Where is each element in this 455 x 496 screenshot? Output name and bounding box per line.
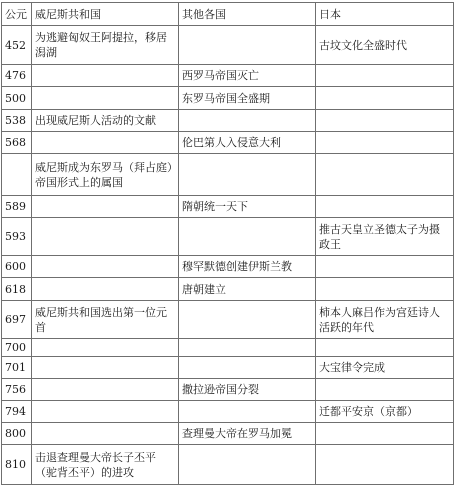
cell-venice — [32, 401, 179, 423]
cell-japan: 推古天皇立圣德太子为摄政王 — [316, 218, 454, 256]
cell-venice: 出现威尼斯人活动的文献 — [32, 110, 179, 132]
cell-venice — [32, 357, 179, 379]
cell-venice: 威尼斯共和国选出第一位元首 — [32, 301, 179, 339]
table-header — [2, 3, 454, 26]
header-other-countries: 其他各国 — [179, 3, 316, 26]
cell-other-countries — [179, 26, 316, 65]
cell-year — [2, 154, 32, 196]
cell-year: 600 — [2, 256, 32, 278]
table-row — [2, 26, 454, 65]
cell-year: 589 — [2, 196, 32, 218]
cell-year: 701 — [2, 357, 32, 379]
cell-year: 794 — [2, 401, 32, 423]
cell-year: 800 — [2, 423, 32, 445]
table-row — [2, 278, 454, 301]
table-row — [2, 87, 454, 110]
table-row — [2, 132, 454, 154]
table-body — [2, 26, 454, 485]
cell-other-countries — [179, 401, 316, 423]
cell-other-countries — [179, 301, 316, 339]
cell-japan — [316, 445, 454, 485]
cell-other-countries: 撒拉逊帝国分裂 — [179, 379, 316, 401]
table-row — [2, 401, 454, 423]
header-venice: 威尼斯共和国 — [32, 3, 179, 26]
cell-other-countries — [179, 357, 316, 379]
header-row — [2, 3, 454, 26]
cell-year: 700 — [2, 339, 32, 357]
cell-venice — [32, 87, 179, 110]
header-year: 公元 — [2, 3, 32, 26]
cell-venice — [32, 196, 179, 218]
cell-japan — [316, 196, 454, 218]
cell-other-countries: 隋朝统一天下 — [179, 196, 316, 218]
cell-japan — [316, 339, 454, 357]
cell-japan: 迁都平安京（京都） — [316, 401, 454, 423]
cell-venice — [32, 218, 179, 256]
cell-other-countries — [179, 445, 316, 485]
cell-year: 568 — [2, 132, 32, 154]
table-row — [2, 65, 454, 87]
table-row — [2, 196, 454, 218]
cell-year: 538 — [2, 110, 32, 132]
cell-year: 500 — [2, 87, 32, 110]
table-row — [2, 301, 454, 339]
cell-year: 756 — [2, 379, 32, 401]
cell-venice: 威尼斯成为东罗马（拜占庭）帝国形式上的属国 — [32, 154, 179, 196]
table-row — [2, 256, 454, 278]
cell-venice — [32, 339, 179, 357]
cell-japan — [316, 132, 454, 154]
cell-other-countries: 东罗马帝国全盛期 — [179, 87, 316, 110]
timeline-table — [1, 2, 454, 485]
cell-year: 810 — [2, 445, 32, 485]
cell-other-countries: 伦巴第人入侵意大利 — [179, 132, 316, 154]
cell-venice — [32, 132, 179, 154]
cell-other-countries: 查理曼大帝在罗马加冕 — [179, 423, 316, 445]
cell-japan — [316, 423, 454, 445]
cell-japan — [316, 278, 454, 301]
cell-japan — [316, 65, 454, 87]
cell-japan: 大宝律令完成 — [316, 357, 454, 379]
header-japan: 日本 — [316, 3, 454, 26]
cell-other-countries — [179, 218, 316, 256]
cell-japan — [316, 256, 454, 278]
cell-japan — [316, 154, 454, 196]
cell-venice — [32, 278, 179, 301]
cell-year: 593 — [2, 218, 32, 256]
cell-japan — [316, 87, 454, 110]
cell-year: 476 — [2, 65, 32, 87]
cell-venice — [32, 65, 179, 87]
table-row — [2, 218, 454, 256]
cell-japan: 古坟文化全盛时代 — [316, 26, 454, 65]
cell-other-countries — [179, 110, 316, 132]
cell-other-countries — [179, 154, 316, 196]
table-row — [2, 379, 454, 401]
cell-venice: 为逃避匈奴王阿提拉，移居潟湖 — [32, 26, 179, 65]
table-row — [2, 423, 454, 445]
cell-year: 697 — [2, 301, 32, 339]
cell-venice — [32, 256, 179, 278]
cell-other-countries: 西罗马帝国灭亡 — [179, 65, 316, 87]
cell-year: 618 — [2, 278, 32, 301]
table-row — [2, 357, 454, 379]
cell-venice — [32, 423, 179, 445]
table-row — [2, 154, 454, 196]
cell-japan — [316, 110, 454, 132]
cell-japan: 柿本人麻吕作为宫廷诗人活跃的年代 — [316, 301, 454, 339]
cell-other-countries — [179, 339, 316, 357]
cell-venice — [32, 379, 179, 401]
table-row — [2, 110, 454, 132]
cell-other-countries: 唐朝建立 — [179, 278, 316, 301]
cell-other-countries: 穆罕默德创建伊斯兰教 — [179, 256, 316, 278]
table-row — [2, 445, 454, 485]
table-row — [2, 339, 454, 357]
cell-japan — [316, 379, 454, 401]
cell-year: 452 — [2, 26, 32, 65]
cell-venice: 击退查理曼大帝长子丕平（驼背丕平）的进攻 — [32, 445, 179, 485]
